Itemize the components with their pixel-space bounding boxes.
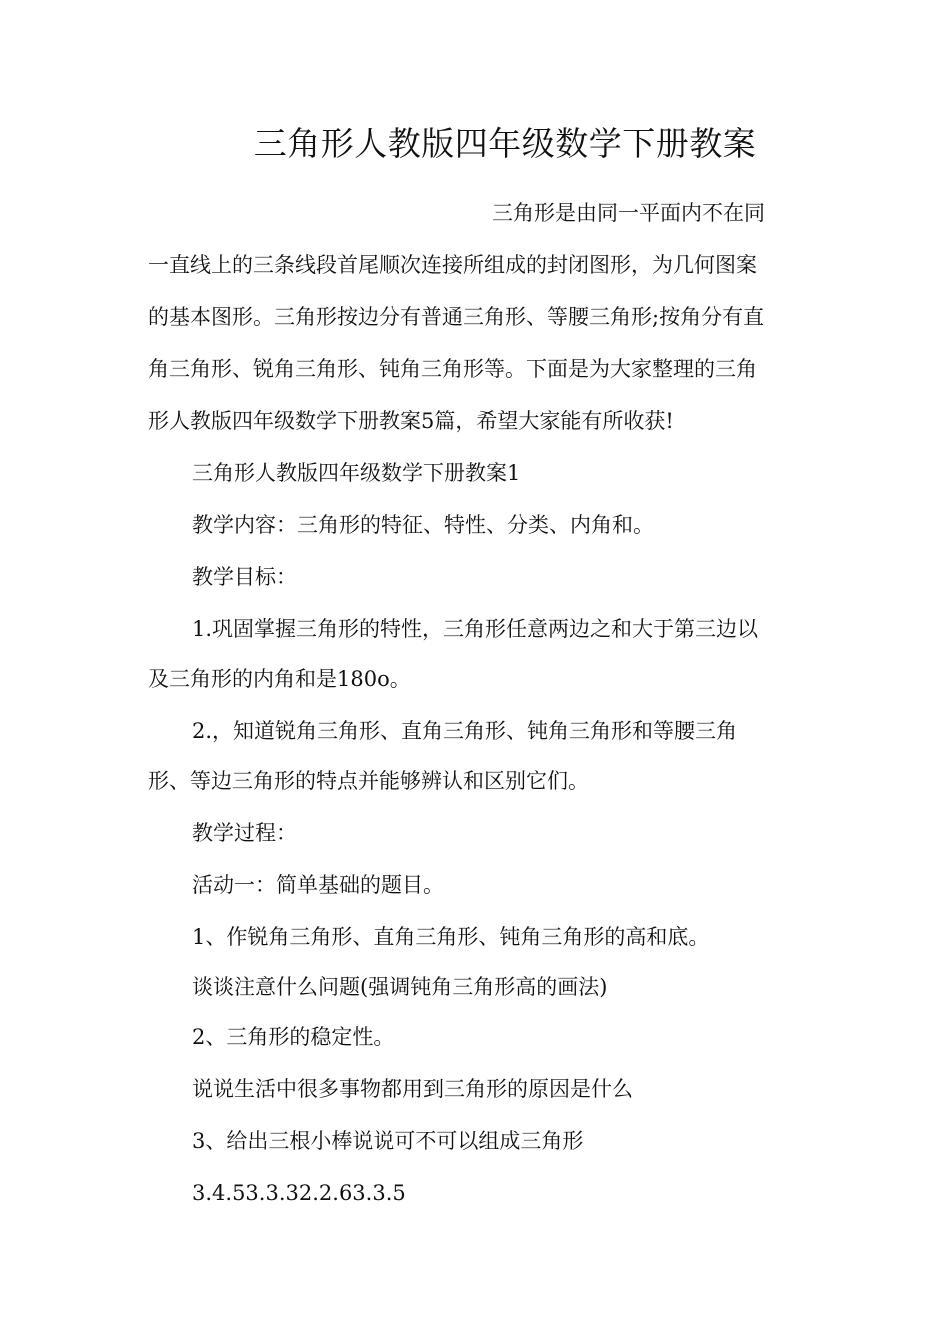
intro-line: 的基本图形。三角形按边分有普通三角形、等腰三角形;按角分有直 xyxy=(148,305,765,329)
teaching-goals-label: 教学目标： xyxy=(192,565,297,589)
intro-line: 形人教版四年级数学下册教案5篇，希望大家能有所收获! xyxy=(148,409,674,433)
intro-line: 角三角形、锐角三角形、钝角三角形等。下面是为大家整理的三角 xyxy=(148,357,757,381)
teaching-process-label: 教学过程： xyxy=(192,821,297,845)
item-2: 2、三角形的稳定性。 xyxy=(192,1025,395,1049)
item-1-note: 谈谈注意什么问题(强调钝角三角形高的画法) xyxy=(192,975,608,999)
goal-2-line: 形、等边三角形的特点并能够辨认和区别它们。 xyxy=(148,769,589,793)
goal-1-line: 及三角形的内角和是180o。 xyxy=(148,667,411,691)
intro-line: 三角形是由同一平面内不在同 xyxy=(492,201,765,225)
activity-1: 活动一：简单基础的题目。 xyxy=(192,873,444,897)
teaching-content: 教学内容：三角形的特征、特性、分类、内角和。 xyxy=(192,513,654,537)
item-2-note: 说说生活中很多事物都用到三角形的原因是什么 xyxy=(192,1077,633,1101)
goal-1-line: 1.巩固掌握三角形的特性，三角形任意两边之和大于第三边以 xyxy=(192,617,759,641)
item-3-values: 3.4.53.3.32.2.63.3.5 xyxy=(192,1181,406,1205)
item-3: 3、给出三根小棒说说可不可以组成三角形 xyxy=(192,1129,584,1153)
goal-2-line: 2.，知道锐角三角形、直角三角形、钝角三角形和等腰三角 xyxy=(192,719,738,743)
intro-line: 一直线上的三条线段首尾顺次连接所组成的封闭图形，为几何图案 xyxy=(148,253,757,277)
document-title: 三角形人教版四年级数学下册教案 xyxy=(253,124,757,163)
item-1: 1、作锐角三角形、直角三角形、钝角三角形的高和底。 xyxy=(192,925,710,949)
section-heading: 三角形人教版四年级数学下册教案1 xyxy=(192,461,521,485)
